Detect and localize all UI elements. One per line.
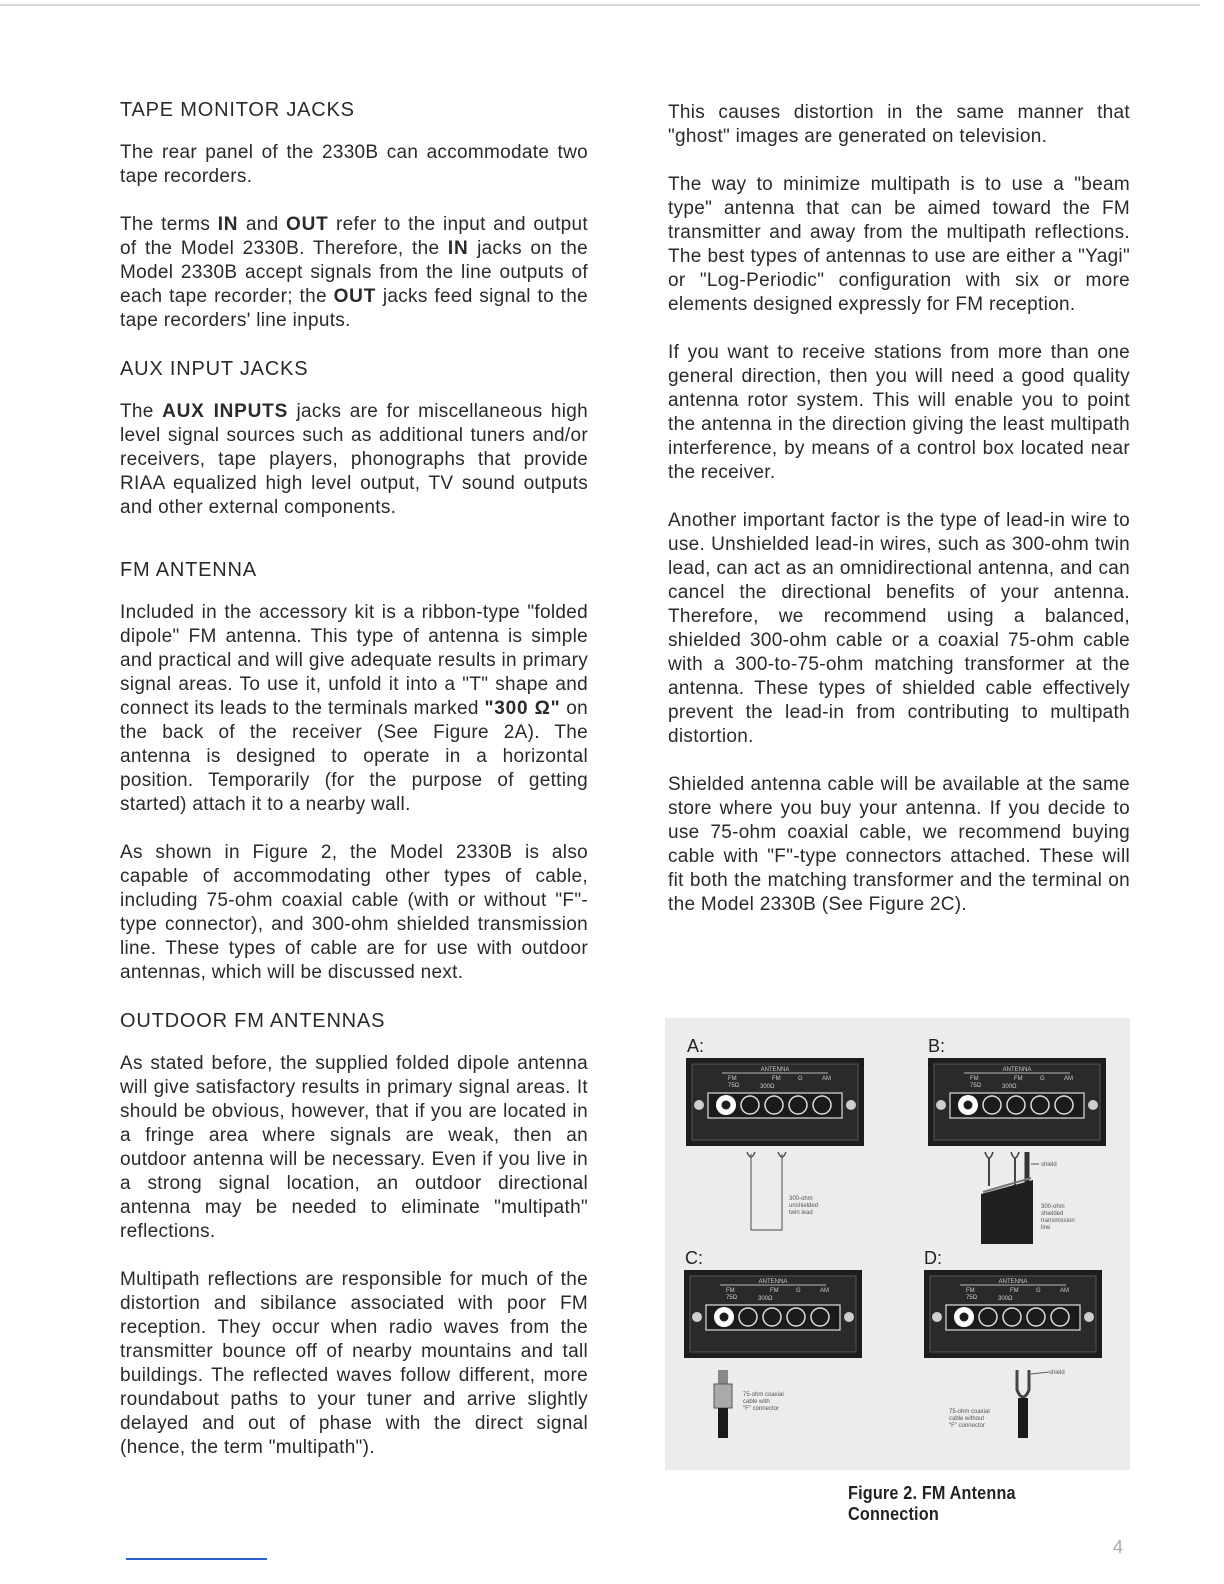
svg-text:300Ω: 300Ω	[1002, 1084, 1017, 1090]
svg-text:AM: AM	[1060, 1288, 1069, 1294]
svg-text:AM: AM	[820, 1288, 829, 1294]
panel-label-c: C:	[685, 1248, 703, 1268]
fm-antenna-paragraph-2: As shown in Figure 2, the Model 2330B is also capable of accommodating other types of cable, including 75-ohm coaxial cable (with or without "F"-type connector), and 300-ohm shielded transmission line. These types of cable are for use with outdoor antennas, which will be discussed next.	[120, 842, 588, 983]
coax-f-connector-c	[714, 1370, 784, 1438]
svg-text:G: G	[1036, 1288, 1041, 1294]
figure-2-antenna-connection	[665, 1018, 1130, 1470]
tape-monitor-paragraph-1: The rear panel of the 2330B can accommodate two tape recorders.	[120, 142, 588, 187]
panel-label-b: B:	[928, 1036, 946, 1056]
svg-text:300Ω: 300Ω	[760, 1084, 775, 1090]
outdoor-paragraph-2: Multipath reflections are responsible for much of the distortion and sibilance associated with poor FM reception. They occur when radio waves from the transmitter bounce off of nearby mountains and tall buildings. The reflected waves follow different, more roundabout paths to your tuner and arrive slightly delayed and out of phase with the direct signal (hence, the term "multipath").	[120, 1269, 588, 1458]
svg-text:FM: FM	[726, 1288, 735, 1294]
svg-text:FM: FM	[1010, 1288, 1019, 1294]
svg-text:"F" connector: "F" connector	[949, 1423, 985, 1429]
svg-text:ANTENNA: ANTENNA	[998, 1279, 1028, 1285]
right-paragraph-4: Another important factor is the type of lead-in wire to use. Unshielded lead-in wires, such as 300-ohm twin lead, can act as an omnidirectional antenna, and can cancel the directional benefits of your antenna. Therefore, we recommend using a balanced, shielded 300-ohm cable or a coaxial 75-ohm cable with a 300-to-75-ohm matching transformer at the antenna. These types of shielded cable effectively prevent the lead-in from contributing to multipath distortion.	[668, 510, 1130, 747]
coax-no-connector-d	[949, 1370, 1065, 1438]
panel-label-a: A:	[687, 1036, 705, 1056]
terminal-panel-a	[686, 1058, 864, 1146]
svg-text:FM: FM	[770, 1288, 779, 1294]
tape-monitor-paragraph-2: The terms IN and OUT refer to the input and output of the Model 2330B. Therefore, the IN jacks on the Model 2330B accept signals from the line outputs of each tape recorder; the OUT jacks feed signal to the tape recorders' line inputs.	[120, 214, 588, 331]
twin-lead-a	[747, 1152, 818, 1230]
terminal-panel-b	[928, 1058, 1106, 1146]
svg-text:shield: shield	[1049, 1370, 1065, 1376]
svg-text:shield: shield	[1041, 1162, 1057, 1168]
page-number: 4	[1113, 1537, 1124, 1557]
svg-text:300Ω: 300Ω	[758, 1296, 773, 1302]
svg-text:cable without: cable without	[949, 1416, 985, 1422]
svg-text:G: G	[798, 1076, 803, 1082]
out-term: OUT	[333, 286, 377, 307]
svg-text:75Ω: 75Ω	[970, 1083, 982, 1089]
svg-text:AM: AM	[1064, 1076, 1073, 1082]
in-term: IN	[217, 214, 239, 235]
svg-text:300-ohm: 300-ohm	[1041, 1204, 1065, 1210]
svg-text:G: G	[796, 1288, 801, 1294]
shielded-line-b	[981, 1152, 1075, 1244]
svg-text:75Ω: 75Ω	[966, 1295, 978, 1301]
svg-text:ANTENNA: ANTENNA	[758, 1279, 788, 1285]
svg-text:FM: FM	[966, 1288, 975, 1294]
heading-tape-monitor: TAPE MONITOR JACKS	[120, 99, 355, 121]
svg-text:FM: FM	[1014, 1076, 1023, 1082]
right-column	[668, 101, 1130, 917]
heading-outdoor-fm-antennas: OUTDOOR FM ANTENNAS	[120, 1010, 386, 1032]
right-paragraph-1: This causes distortion in the same manner that "ghost" images are generated on television.	[668, 102, 1130, 147]
svg-text:"F" connector: "F" connector	[743, 1406, 779, 1412]
svg-text:ANTENNA: ANTENNA	[1002, 1067, 1032, 1073]
svg-text:75Ω: 75Ω	[728, 1083, 740, 1089]
svg-text:ANTENNA: ANTENNA	[760, 1067, 790, 1073]
svg-text:FM: FM	[772, 1076, 781, 1082]
in-term: IN	[447, 238, 469, 259]
figure-drawing	[665, 1018, 1130, 1470]
svg-text:unshielded: unshielded	[789, 1203, 819, 1209]
svg-text:line: line	[1041, 1225, 1051, 1231]
svg-text:FM: FM	[970, 1076, 979, 1082]
terminal-panel-c	[684, 1270, 862, 1358]
outdoor-paragraph-1: As stated before, the supplied folded dipole antenna will give satisfactory results in primary signal areas. It should be obvious, however, that if you are located in a fringe area where signals are weak, then an outdoor antenna will be necessary. Even if you live in a strong signal location, an outdoor directional antenna may be needed to eliminate "multipath" reflections.	[120, 1053, 588, 1242]
heading-aux-input: AUX INPUT JACKS	[120, 358, 309, 380]
terminal-panel-d	[924, 1270, 1102, 1358]
bottom-rule	[126, 1558, 267, 1560]
right-paragraph-3: If you want to receive stations from more than one general direction, then you will need a good quality antenna rotor system. This will enable you to point the antenna in the direction giving the least multipath interference, by means of a control box located near the receiver.	[668, 342, 1130, 483]
fm-antenna-paragraph-1: Included in the accessory kit is a ribbon-type "folded dipole" FM antenna. This type of antenna is simple and practical and will give adequate results in primary signal areas. To use it, unfold it into a "T" shape and connect its leads to the terminals marked "300 Ω" on the back of the receiver (See Figure 2A). The antenna is designed to operate in a horizontal position. Temporarily (for the purpose of getting started) attach it to a nearby wall.	[120, 602, 588, 815]
svg-text:cable with: cable with	[743, 1399, 770, 1405]
svg-text:300-ohm: 300-ohm	[789, 1196, 813, 1202]
svg-text:shielded: shielded	[1041, 1211, 1064, 1217]
svg-text:transmission: transmission	[1041, 1218, 1075, 1224]
svg-text:G: G	[1040, 1076, 1045, 1082]
svg-text:twin lead: twin lead	[789, 1210, 813, 1216]
left-column	[120, 98, 588, 1460]
figure-caption: Figure 2. FM Antenna Connection	[848, 1483, 1016, 1524]
aux-input-paragraph: The AUX INPUTS jacks are for miscellaneous high level signal sources such as additional tuners and/or receivers, tape players, phonographs that provide RIAA equalized high level output, TV sound outputs and other external components.	[120, 401, 589, 518]
svg-text:AM: AM	[822, 1076, 831, 1082]
svg-text:300Ω: 300Ω	[998, 1296, 1013, 1302]
out-term: OUT	[286, 214, 329, 235]
svg-text:75Ω: 75Ω	[726, 1295, 738, 1301]
right-paragraph-5: Shielded antenna cable will be available at the same store where you buy your antenna. If you decide to use 75-ohm coaxial cable, we recommend buying cable with "F"-type connectors attached. These will fit both the matching transformer and the terminal on the Model 2330B (See Figure 2C).	[668, 774, 1130, 915]
300-ohm-mark: "300 Ω"	[484, 698, 561, 719]
panel-label-d: D:	[924, 1248, 942, 1268]
heading-fm-antenna: FM ANTENNA	[120, 559, 257, 581]
svg-text:FM: FM	[728, 1076, 737, 1082]
top-rule	[0, 4, 1200, 6]
right-paragraph-2: The way to minimize multipath is to use a "beam type" antenna that can be aimed toward the FM transmitter and away from the multipath reflections. The best types of antennas to use are either a "Yagi" or "Log-Periodic" configuration with six or more elements designed expressly for FM reception.	[668, 174, 1130, 315]
svg-text:75-ohm coaxial: 75-ohm coaxial	[949, 1409, 990, 1415]
svg-text:75-ohm coaxial: 75-ohm coaxial	[743, 1392, 784, 1398]
aux-inputs-term: AUX INPUTS	[162, 401, 289, 422]
